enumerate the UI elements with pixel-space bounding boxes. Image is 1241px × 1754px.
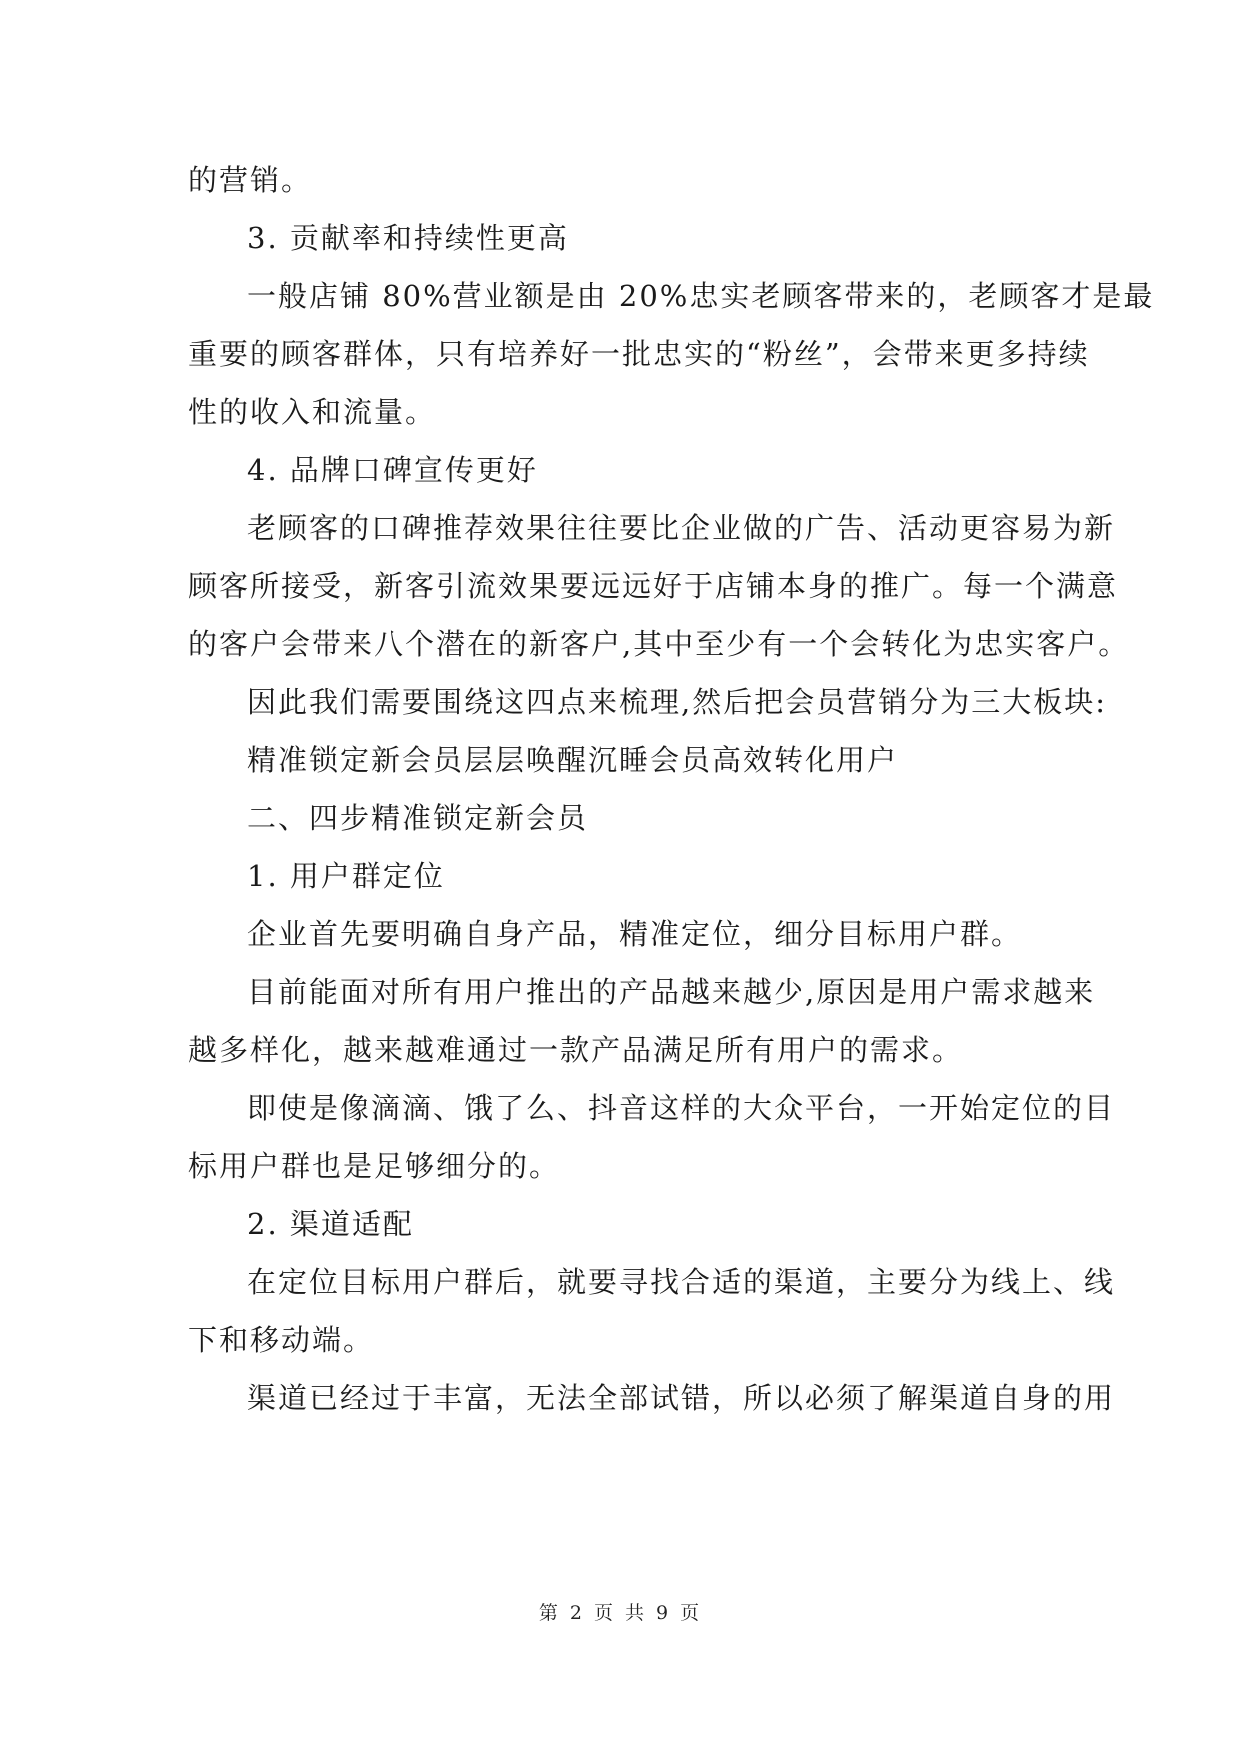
paragraph-line: 渠道已经过于丰富，无法全部试错，所以必须了解渠道自身的用 — [247, 1381, 1116, 1415]
section-heading-1: 1. 用户群定位 — [247, 859, 445, 893]
page-number-footer: 第 2 页 共 9 页 — [538, 1602, 703, 1624]
paragraph-line: 因此我们需要围绕这四点来梳理,然后把会员营销分为三大板块: — [247, 685, 1107, 719]
paragraph-line: 在定位目标用户群后，就要寻找合适的渠道，主要分为线上、线 — [247, 1265, 1116, 1299]
paragraph-line: 一般店铺 80%营业额是由 20%忠实老顾客带来的，老顾客才是最 — [247, 279, 1155, 313]
paragraph-line: 重要的顾客群体，只有培养好一批忠实的“粉丝”，会带来更多持续 — [188, 337, 1090, 371]
text-line: 的营销。 — [188, 163, 313, 197]
section-heading-2: 2. 渠道适配 — [247, 1207, 414, 1241]
paragraph-line: 下和移动端。 — [188, 1323, 375, 1357]
paragraph-line: 标用户群也是足够细分的。 — [188, 1149, 561, 1183]
section-heading-3: 3. 贡献率和持续性更高 — [247, 221, 569, 255]
chapter-heading: 二、四步精准锁定新会员 — [247, 801, 589, 835]
paragraph-line: 越多样化，越来越难通过一款产品满足所有用户的需求。 — [188, 1033, 964, 1067]
paragraph-line: 企业首先要明确自身产品，精准定位，细分目标用户群。 — [247, 917, 1023, 951]
paragraph-line: 目前能面对所有用户推出的产品越来越少,原因是用户需求越来 — [247, 975, 1096, 1009]
section-heading-4: 4. 品牌口碑宣传更好 — [247, 453, 538, 487]
paragraph-line: 老顾客的口碑推荐效果往往要比企业做的广告、活动更容易为新 — [247, 511, 1116, 545]
paragraph-line: 顾客所接受，新客引流效果要远远好于店铺本身的推广。每一个满意 — [188, 569, 1119, 603]
paragraph-line: 的客户会带来八个潜在的新客户,其中至少有一个会转化为忠实客户。 — [188, 627, 1130, 661]
paragraph-line: 精准锁定新会员层层唤醒沉睡会员高效转化用户 — [247, 743, 899, 777]
paragraph-line: 即使是像滴滴、饿了么、抖音这样的大众平台，一开始定位的目 — [247, 1091, 1116, 1125]
paragraph-line: 性的收入和流量。 — [188, 395, 437, 429]
